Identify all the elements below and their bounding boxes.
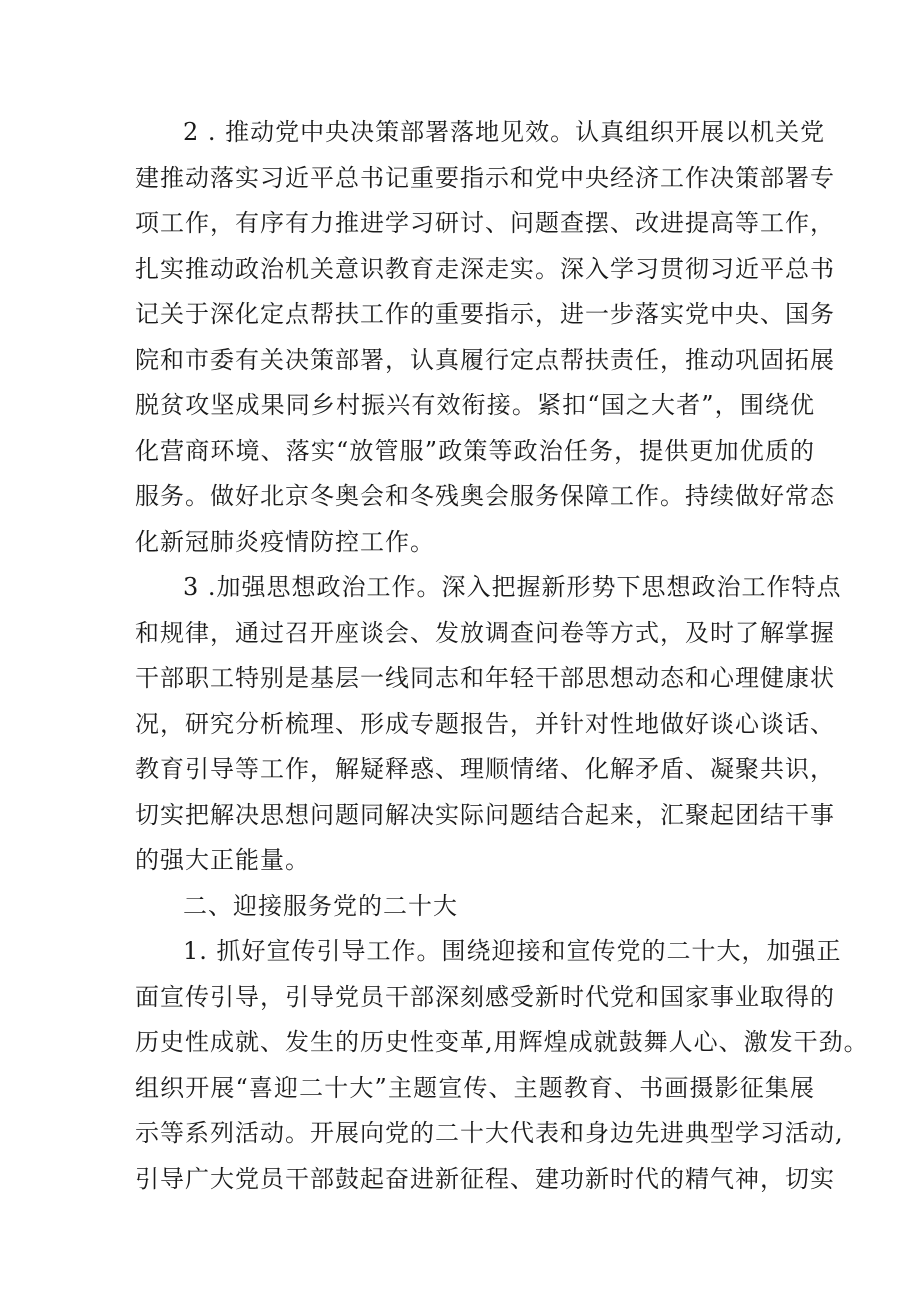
paragraph-line: 2 . 推动党中央决策部署落地见效。认真组织开展以机关党 xyxy=(183,118,826,146)
paragraph-line: 项工作，有序有力推进学习研讨、问题查摆、改进提高等工作， xyxy=(135,209,835,237)
paragraph-line: 化营商环境、落实“放管服”政策等政治任务，提供更加优质的 xyxy=(135,436,815,465)
paragraph-line: 教育引导等工作，解疑释惑、理顺情绪、化解矛盾、凝聚共识， xyxy=(135,755,835,783)
paragraph-line: 1. 抓好宣传引导工作。围绕迎接和宣传党的二十大，加强正 xyxy=(183,937,842,965)
paragraph-line: 干部职工特别是基层一线同志和年轻干部思想动态和心理健康状 xyxy=(135,664,835,692)
paragraph-line: 记关于深化定点帮扶工作的重要指示，进一步落实党中央、国务 xyxy=(135,300,835,328)
paragraph-line: 切实把解决思想问题同解决实际问题结合起来，汇聚起团结干事 xyxy=(135,800,835,829)
paragraph-item-1 xyxy=(135,929,869,1202)
paragraph-line: 院和市委有关决策部署，认真履行定点帮扶责任，推动巩固拓展 xyxy=(135,345,835,374)
document-body xyxy=(135,110,869,1202)
paragraph-line: 况，研究分析梳理、形成专题报告，并针对性地做好谈心谈话、 xyxy=(135,709,835,738)
paragraph-item-3 xyxy=(135,565,842,884)
section-heading xyxy=(135,884,815,930)
paragraph-item-2 xyxy=(135,110,835,565)
paragraph-line: 扎实推动政治机关意识教育走深走实。深入学习贯彻习近平总书 xyxy=(135,254,835,283)
paragraph-line: 化新冠肺炎疫情防控工作。 xyxy=(135,527,435,556)
paragraph-line: 引导广大党员干部鼓起奋进新征程、建功新时代的精气神，切实 xyxy=(135,1164,835,1193)
paragraph-line: 和规律，通过召开座谈会、发放调查问卷等方式，及时了解掌握 xyxy=(135,618,835,647)
paragraph-line: 脱贫攻坚成果同乡村振兴有效衔接。紧扣“国之大者”，围绕优 xyxy=(135,391,815,419)
paragraph-line: 服务。做好北京冬奥会和冬残奥会服务保障工作。持续做好常态 xyxy=(135,482,835,510)
paragraph-line: 3 .加强思想政治工作。深入把握新形势下思想政治工作特点 xyxy=(183,573,842,601)
paragraph-line: 的强大正能量。 xyxy=(135,846,310,874)
paragraph-line: 历史性成就、发生的历史性变革,用辉煌成就鼓舞人心、激发干劲。 xyxy=(135,1028,869,1056)
paragraph-line: 建推动落实习近平总书记重要指示和党中央经济工作决策部署专 xyxy=(135,163,835,192)
paragraph-line: 示等系列活动。开展向党的二十大代表和身边先进典型学习活动, xyxy=(135,1119,844,1147)
paragraph-line: 组织开展“喜迎二十大”主题宣传、主题教育、书画摄影征集展 xyxy=(135,1073,815,1102)
paragraph-line: 面宣传引导，引导党员干部深刻感受新时代党和国家事业取得的 xyxy=(135,982,835,1011)
section-heading-text: 二、迎接服务党的二十大 xyxy=(183,891,458,920)
